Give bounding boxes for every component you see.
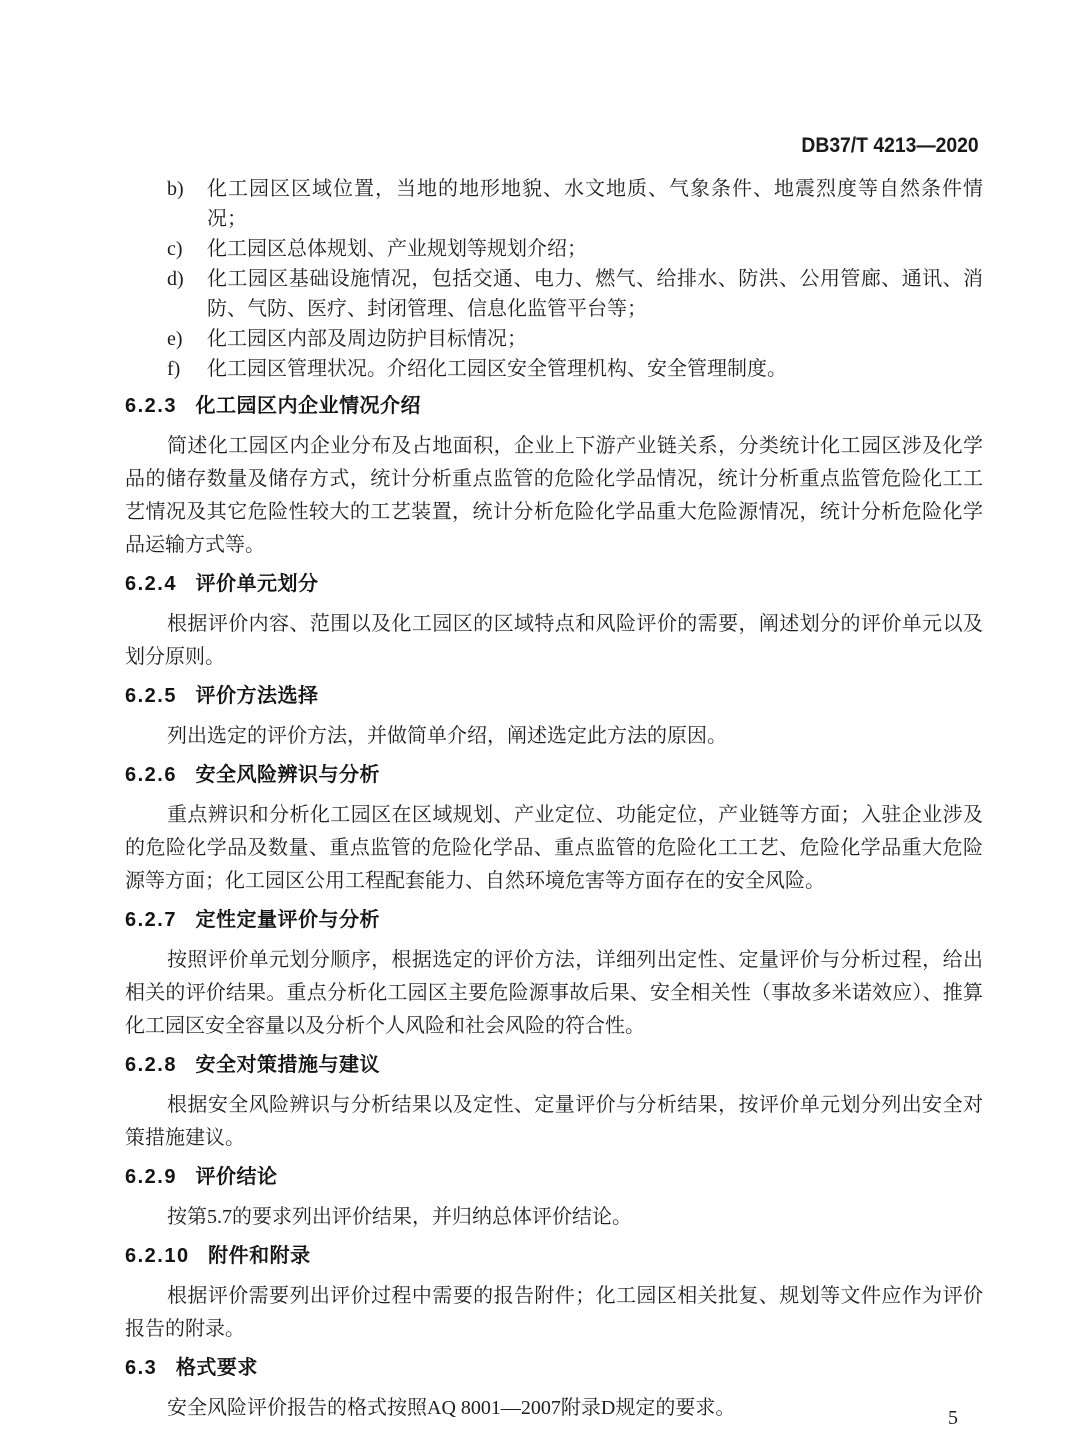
section-paragraph: 按第5.7的要求列出评价结果，并归纳总体评价结论。 [167, 1206, 632, 1228]
list-item-label: c) [167, 238, 183, 260]
section-title: 安全风险辨识与分析 [195, 764, 381, 786]
section-6-2-4 [125, 569, 983, 674]
section-heading [125, 391, 983, 421]
section-title: 评价方法选择 [195, 685, 319, 707]
list-item [125, 264, 983, 324]
section-6-3 [125, 1353, 983, 1425]
section-title: 附件和附录 [208, 1245, 311, 1267]
section-paragraph: 根据安全风险辨识与分析结果以及定性、定量评价与分析结果，按评价单元划分列出安全对策措施建议。 [125, 1094, 983, 1149]
section-number: 6.2.5 [125, 685, 177, 707]
section-heading [125, 760, 983, 790]
section-number: 6.2.10 [125, 1245, 190, 1267]
list-item [125, 234, 983, 264]
section-paragraph: 安全风险评价报告的格式按照AQ 8001—2007附录D规定的要求。 [167, 1397, 736, 1419]
section-6-2-5 [125, 681, 983, 753]
list-item [125, 324, 983, 354]
section-paragraph: 按照评价单元划分顺序，根据选定的评价方法，详细列出定性、定量评价与分析过程，给出相关的评价结果。重点分析化工园区主要危险源事故后果、安全相关性（事故多米诺效应）、推算化工园区安全容量以及分析个人风险和社会风险的符合性。 [125, 949, 983, 1037]
section-number: 6.2.6 [125, 764, 177, 786]
section-title: 评价单元划分 [195, 573, 319, 595]
section-heading [125, 905, 983, 935]
section-heading [125, 1353, 983, 1383]
section-paragraph: 重点辨识和分析化工园区在区域规划、产业定位、功能定位，产业链等方面；入驻企业涉及的危险化学品及数量、重点监管的危险化学品、重点监管的危险化工工艺、危险化学品重大危险源等方面；化工园区公用工程配套能力、自然环境危害等方面存在的安全风险。 [125, 804, 983, 892]
section-6-2-3 [125, 391, 983, 562]
section-6-2-8 [125, 1050, 983, 1155]
section-number: 6.2.7 [125, 909, 177, 931]
section-number: 6.2.8 [125, 1054, 177, 1076]
list-item-text: 化工园区基础设施情况，包括交通、电力、燃气、给排水、防洪、公用管廊、通讯、消防、气防、医疗、封闭管理、信息化监管平台等； [207, 268, 983, 320]
list-item-label: f) [167, 358, 181, 380]
list-item-text: 化工园区总体规划、产业规划等规划介绍； [207, 238, 587, 260]
section-paragraph: 列出选定的评价方法，并做简单介绍，阐述选定此方法的原因。 [167, 725, 727, 747]
section-heading [125, 569, 983, 599]
section-paragraph: 根据评价需要列出评价过程中需要的报告附件；化工园区相关批复、规划等文件应作为评价报告的附录。 [125, 1285, 983, 1340]
list-item-text: 化工园区内部及周边防护目标情况； [207, 328, 527, 350]
section-heading [125, 1162, 983, 1192]
list-item-text: 化工园区管理状况。介绍化工园区安全管理机构、安全管理制度。 [207, 358, 787, 380]
section-heading [125, 1241, 983, 1271]
section-heading [125, 1050, 983, 1080]
clause-list [125, 174, 983, 384]
list-item-text: 化工园区区域位置，当地的地形地貌、水文地质、气象条件、地震烈度等自然条件情况； [207, 178, 983, 230]
section-6-2-10 [125, 1241, 983, 1346]
document-header [125, 134, 983, 160]
section-number: 6.2.3 [125, 395, 177, 417]
list-item-label: b) [167, 178, 184, 200]
section-title: 定性定量评价与分析 [195, 909, 381, 931]
section-title: 格式要求 [175, 1357, 258, 1379]
section-number: 6.2.9 [125, 1166, 177, 1188]
page-number: 5 [948, 1407, 958, 1429]
section-title: 化工园区内企业情况介绍 [195, 395, 422, 417]
section-number: 6.2.4 [125, 573, 177, 595]
list-item-label: d) [167, 268, 184, 290]
list-item-label: e) [167, 328, 183, 350]
section-6-2-7 [125, 905, 983, 1043]
section-paragraph: 简述化工园区内企业分布及占地面积，企业上下游产业链关系，分类统计化工园区涉及化学品的储存数量及储存方式，统计分析重点监管的危险化学品情况，统计分析重点监管危险化工工艺情况及其它危险性较大的工艺装置，统计分析危险化学品重大危险源情况，统计分析危险化学品运输方式等。 [125, 435, 983, 556]
section-6-2-6 [125, 760, 983, 898]
section-heading [125, 681, 983, 711]
section-paragraph: 根据评价内容、范围以及化工园区的区域特点和风险评价的需要，阐述划分的评价单元以及划分原则。 [125, 613, 983, 668]
section-title: 评价结论 [195, 1166, 278, 1188]
section-title: 安全对策措施与建议 [195, 1054, 381, 1076]
section-number: 6.3 [125, 1357, 158, 1379]
list-item [125, 174, 983, 234]
standard-code: DB37/T 4213—2020 [801, 134, 979, 157]
list-item [125, 354, 983, 384]
section-6-2-9 [125, 1162, 983, 1234]
